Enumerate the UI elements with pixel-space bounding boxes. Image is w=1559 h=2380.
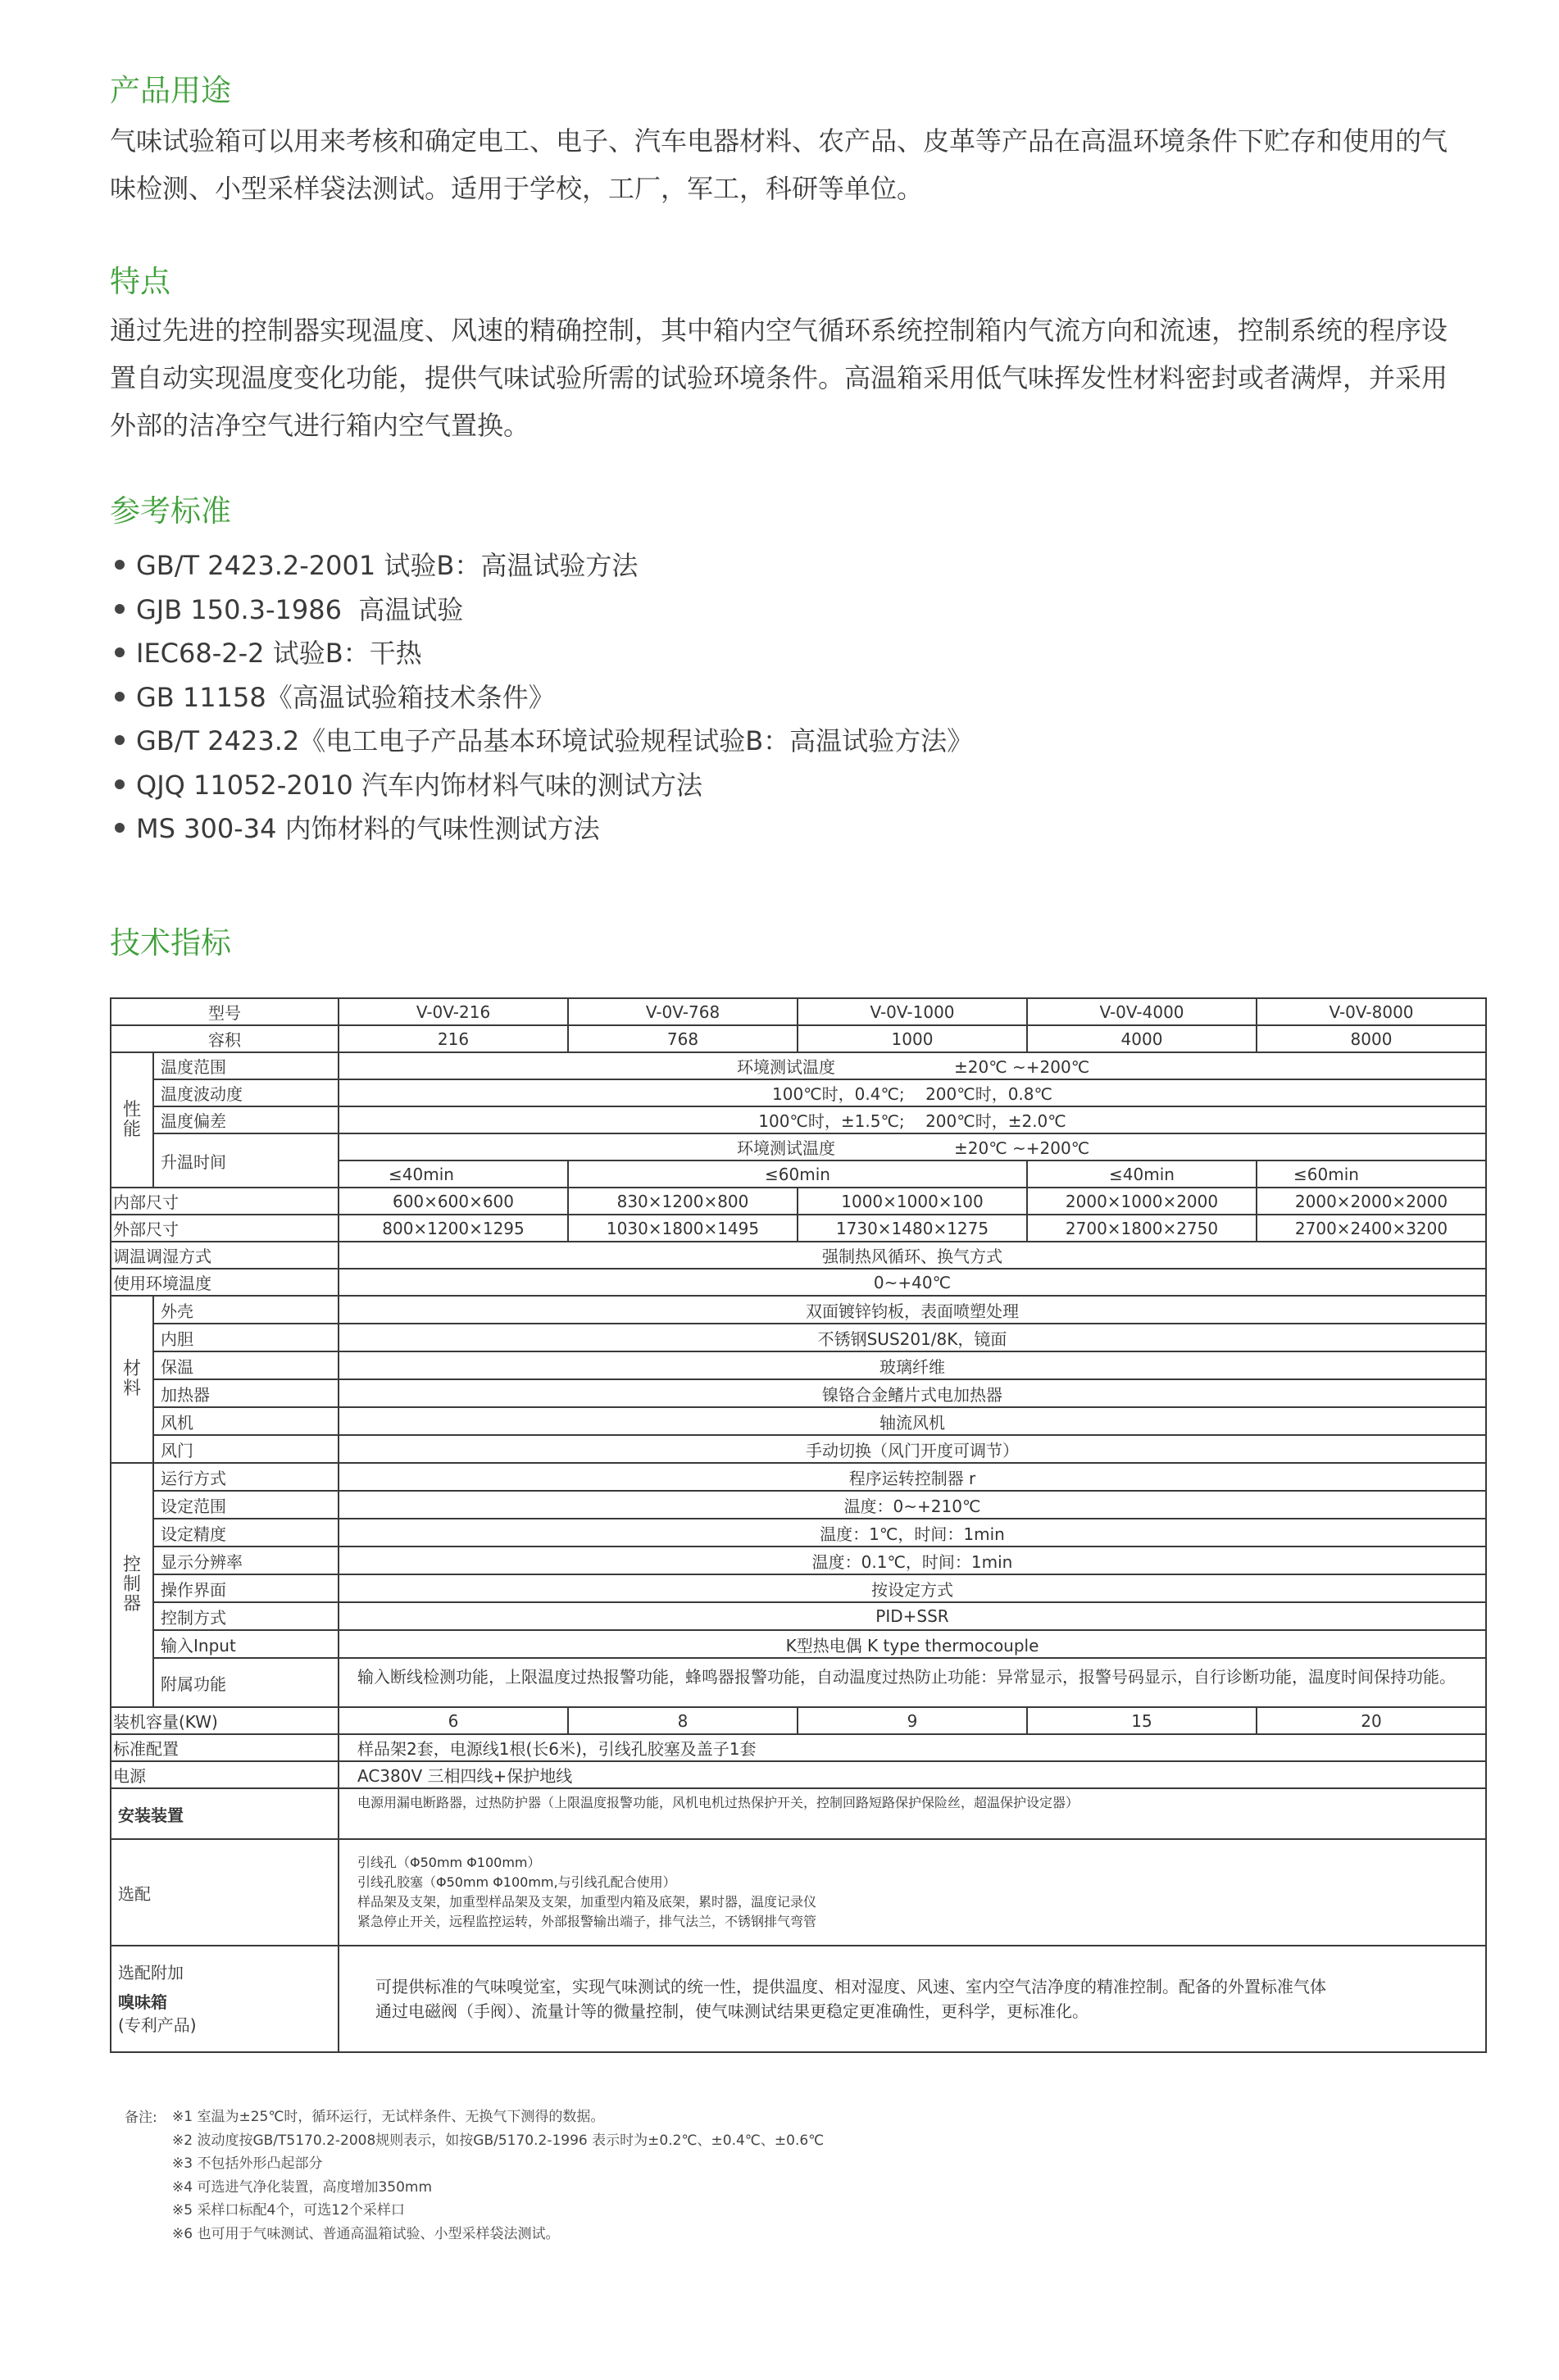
conditioning-value: 强制热风循环、换气方式: [339, 1242, 1486, 1269]
ctrl-group-label: 控制器: [111, 1463, 153, 1707]
table-row: [111, 1946, 1486, 2052]
addon-label: 选配附加 嗅味箱 (专利产品): [111, 1946, 339, 2052]
bullet-icon: [115, 735, 125, 745]
shell-label: 外壳: [153, 1296, 339, 1324]
usage-text: 气味试验箱可以用来考核和确定电工、电子、汽车电器材料、农产品、皮革等产品在高温环境条件下贮存和使用的气味检测、小型采样袋法测试。适用于学校，工厂，军工，科研等单位。: [110, 125, 1448, 204]
outer-cell: 2700×1800×2750: [1027, 1215, 1257, 1242]
power-cap-cell: 8: [568, 1707, 798, 1734]
note-item: ※3 不包括外形凸起部分: [172, 2155, 323, 2172]
disp-value: 温度：0.1℃，时间：1min: [339, 1547, 1486, 1574]
bullet-icon: [115, 647, 125, 657]
standard-item: IEC68-2-2 试验B：干热: [110, 632, 973, 676]
model-cell: V-0V-8000: [1257, 998, 1486, 1025]
ui-value: 按设定方式: [339, 1574, 1486, 1602]
run-value: 程序运转控制器 r: [339, 1463, 1486, 1491]
liner-label: 内胆: [153, 1324, 339, 1351]
addon-line: 通过电磁阀（手阀）、流量计等的微量控制，使气味测试结果更稳定更准确性，更科学，更标准化。: [375, 2001, 1089, 2021]
standard-item: GB/T 2423.2-2001 试验B：高温试验方法: [110, 544, 973, 588]
table-row: [111, 1788, 1486, 1839]
ambient-value: 0~+40℃: [339, 1269, 1486, 1296]
features-text: 通过先进的控制器实现温度、风速的精确控制，其中箱内空气循环系统控制箱内气流方向和流速，控制系统的程序设置自动实现温度变化功能，提供气味试验所需的试验环境条件。高温箱采用低气味挥发性材料密封或者满焊，并采用外部的洁净空气进行箱内空气置换。: [110, 315, 1448, 441]
specs-heading: 技术指标: [110, 925, 231, 961]
dev-value: 100℃时，±1.5℃; 200℃时，±2.0℃: [339, 1106, 1486, 1133]
table-row: [111, 1463, 1486, 1491]
model-cell: V-0V-216: [339, 998, 568, 1025]
outer-label: 外部尺寸: [111, 1215, 339, 1242]
note-item: ※4 可选进气净化装置，高度增加350mm: [172, 2178, 433, 2196]
temp-range-label: 温度范围: [153, 1052, 339, 1079]
table-row: [111, 1242, 1486, 1269]
options-line: 引线孔（Φ50mm Φ100mm）: [357, 1855, 541, 1870]
table-row: [111, 1491, 1486, 1519]
volume-cell: 216: [339, 1025, 568, 1052]
standards-list: [110, 544, 973, 852]
table-row: [111, 1296, 1486, 1324]
heat-time-cell: ≤40min: [1027, 1160, 1257, 1188]
standard-item: QJQ 11052-2010 汽车内饰材料气味的测试方法: [110, 764, 973, 808]
volume-label: 容积: [111, 1025, 339, 1052]
inner-cell: 600×600×600: [339, 1188, 568, 1215]
usage-heading: 产品用途: [110, 73, 231, 108]
conditioning-label: 调温调湿方式: [111, 1242, 339, 1269]
heat-label: 升温时间: [153, 1133, 339, 1188]
power-cap-cell: 9: [798, 1707, 1027, 1734]
addon-value: [339, 1946, 1486, 2052]
table-row: [111, 1269, 1486, 1296]
standards-heading: 参考标准: [110, 493, 231, 529]
supply-value: AC380V 三相四线+保护地线: [339, 1761, 1486, 1788]
inner-label: 内部尺寸: [111, 1188, 339, 1215]
material-group-label: 材料: [111, 1296, 153, 1463]
insul-value: 玻璃纤维: [339, 1351, 1486, 1379]
standard-item: GJB 150.3-1986 高温试验: [110, 588, 973, 633]
notes-list: [172, 2105, 992, 2246]
bullet-icon: [115, 604, 125, 614]
temp-range-value: 环境测试温度 ±20℃ ~+200℃: [339, 1052, 1486, 1079]
standard-item: GB 11158《高温试验箱技术条件》: [110, 676, 973, 720]
notes-header: 备注:: [125, 2110, 157, 2126]
aux-label: 附属功能: [153, 1658, 339, 1707]
outer-cell: 1730×1480×1275: [798, 1215, 1027, 1242]
fluct-label: 温度波动度: [153, 1079, 339, 1106]
inner-cell: 1000×1000×100: [798, 1188, 1027, 1215]
aux-value: 输入断线检测功能，上限温度过热报警功能，蜂鸣器报警功能，自动温度过热防止功能：异常显示，报警号码显示，自行诊断功能，温度时间保持功能。: [339, 1658, 1486, 1707]
power-cap-cell: 15: [1027, 1707, 1257, 1734]
perf-group-label: 性能: [111, 1052, 153, 1188]
addon-line: 可提供标准的气味嗅觉室，实现气味测试的统一性，提供温度、相对湿度、风速、室内空气洁净度的精准控制。配备的外置标准气体: [375, 1977, 1326, 1996]
set-range-value: 温度：0~+210℃: [339, 1491, 1486, 1519]
bullet-icon: [115, 560, 125, 570]
ui-label: 操作界面: [153, 1574, 339, 1602]
table-row: [111, 1707, 1486, 1734]
table-row: [111, 1324, 1486, 1351]
bullet-icon: [115, 823, 125, 833]
standard-item: GB/T 2423.2《电工电子产品基本环境试验规程试验B：高温试验方法》: [110, 720, 973, 764]
table-row: [111, 1079, 1486, 1106]
note-item: ※1 室温为±25℃时，循环运行，无试样条件、无换气下测得的数据。: [172, 2109, 605, 2125]
model-label: 型号: [111, 998, 339, 1025]
note-item: ※2 波动度按GB/T5170.2-2008规则表示，如按GB/5170.2-1996 表示时为±0.2℃、±0.4℃、±0.6℃: [172, 2132, 825, 2149]
insul-label: 保温: [153, 1351, 339, 1379]
fluct-value: 100℃时，0.4℃; 200℃时，0.8℃: [339, 1079, 1486, 1106]
set-acc-label: 设定精度: [153, 1519, 339, 1547]
note-item: ※6 也可用于气味测试、普通高温箱试验、小型采样袋法测试。: [172, 2225, 560, 2242]
input-value: K型热电偶 K type thermocouple: [339, 1630, 1486, 1658]
heat-time-cell: ≤60min: [568, 1160, 1027, 1188]
outer-cell: 2700×2400×3200: [1257, 1215, 1486, 1242]
options-line: 样品架及支架，加重型样品架及支架，加重型内箱及底架，累时器，温度记录仪: [357, 1894, 817, 1910]
power-cap-cell: 20: [1257, 1707, 1486, 1734]
standard-item: MS 300-34 内饰材料的气味性测试方法: [110, 807, 973, 852]
std-config-label: 标准配置: [111, 1734, 339, 1761]
features-heading: 特点: [110, 264, 170, 299]
table-row: [111, 1839, 1486, 1946]
table-row: [111, 1761, 1486, 1788]
table-row: [111, 998, 1486, 1025]
table-row: [111, 1734, 1486, 1761]
fan-label: 风机: [153, 1407, 339, 1435]
table-row: [111, 1602, 1486, 1630]
damper-value: 手动切换（风门开度可调节）: [339, 1435, 1486, 1463]
power-cap-cell: 6: [339, 1707, 568, 1734]
spec-table: [110, 997, 1487, 2053]
ctrl-mode-label: 控制方式: [153, 1602, 339, 1630]
safety-value: 电源用漏电断路器，过热防护器（上限温度报警功能，风机电机过热保护开关，控制回路短路保护保险丝，超温保护设定器）: [339, 1788, 1486, 1839]
table-row: [111, 1215, 1486, 1242]
supply-label: 电源: [111, 1761, 339, 1788]
model-cell: V-0V-4000: [1027, 998, 1257, 1025]
input-label: 输入Input: [153, 1630, 339, 1658]
table-row: [111, 1025, 1486, 1052]
model-cell: V-0V-1000: [798, 998, 1027, 1025]
outer-cell: 800×1200×1295: [339, 1215, 568, 1242]
options-value: [339, 1839, 1486, 1946]
heat-time-cell: ≤40min: [339, 1160, 568, 1188]
table-row: [111, 1407, 1486, 1435]
disp-label: 显示分辨率: [153, 1547, 339, 1574]
set-acc-value: 温度：1℃，时间：1min: [339, 1519, 1486, 1547]
table-row: [111, 1188, 1486, 1215]
ambient-label: 使用环境温度: [111, 1269, 339, 1296]
heat-value: 环境测试温度 ±20℃ ~+200℃: [339, 1133, 1486, 1160]
damper-label: 风门: [153, 1435, 339, 1463]
table-row: [111, 1658, 1486, 1707]
outer-cell: 1030×1800×1495: [568, 1215, 798, 1242]
heater-label: 加热器: [153, 1379, 339, 1407]
table-row: [111, 1351, 1486, 1379]
bullet-icon: [115, 692, 125, 702]
ctrl-mode-value: PID+SSR: [339, 1602, 1486, 1630]
table-row: [111, 1519, 1486, 1547]
table-row: [111, 1630, 1486, 1658]
inner-cell: 2000×1000×2000: [1027, 1188, 1257, 1215]
fan-value: 轴流风机: [339, 1407, 1486, 1435]
table-row: [111, 1574, 1486, 1602]
model-cell: V-0V-768: [568, 998, 798, 1025]
std-config-value: 样品架2套，电源线1根(长6米)，引线孔胶塞及盖子1套: [339, 1734, 1486, 1761]
volume-cell: 8000: [1257, 1025, 1486, 1052]
safety-label: 安装装置: [111, 1788, 339, 1839]
power-cap-label: 装机容量(KW): [111, 1707, 339, 1734]
table-row: [111, 1435, 1486, 1463]
shell-value: 双面镀锌钧板，表面喷塑处理: [339, 1296, 1486, 1324]
volume-cell: 4000: [1027, 1025, 1257, 1052]
inner-cell: 2000×2000×2000: [1257, 1188, 1486, 1215]
bullet-icon: [115, 779, 125, 789]
volume-cell: 768: [568, 1025, 798, 1052]
note-item: ※5 采样口标配4个，可选12个采样口: [172, 2202, 405, 2219]
table-row: [111, 1133, 1486, 1160]
options-line: 引线孔胶塞（Φ50mm Φ100mm,与引线孔配合使用）: [357, 1874, 676, 1890]
inner-cell: 830×1200×800: [568, 1188, 798, 1215]
run-label: 运行方式: [153, 1463, 339, 1491]
heater-value: 镍铬合金鳍片式电加热器: [339, 1379, 1486, 1407]
options-label: 选配: [111, 1839, 339, 1946]
table-row: [111, 1379, 1486, 1407]
table-row: [111, 1052, 1486, 1079]
volume-cell: 1000: [798, 1025, 1027, 1052]
dev-label: 温度偏差: [153, 1106, 339, 1133]
liner-value: 不锈钢SUS201/8K，镜面: [339, 1324, 1486, 1351]
heat-time-cell: ≤60min: [1257, 1160, 1486, 1188]
options-line: 紧急停止开关，远程监控运转，外部报警输出端子，排气法兰，不锈钢排气弯管: [357, 1914, 817, 1929]
table-row: [111, 1547, 1486, 1574]
set-range-label: 设定范围: [153, 1491, 339, 1519]
table-row: [111, 1106, 1486, 1133]
